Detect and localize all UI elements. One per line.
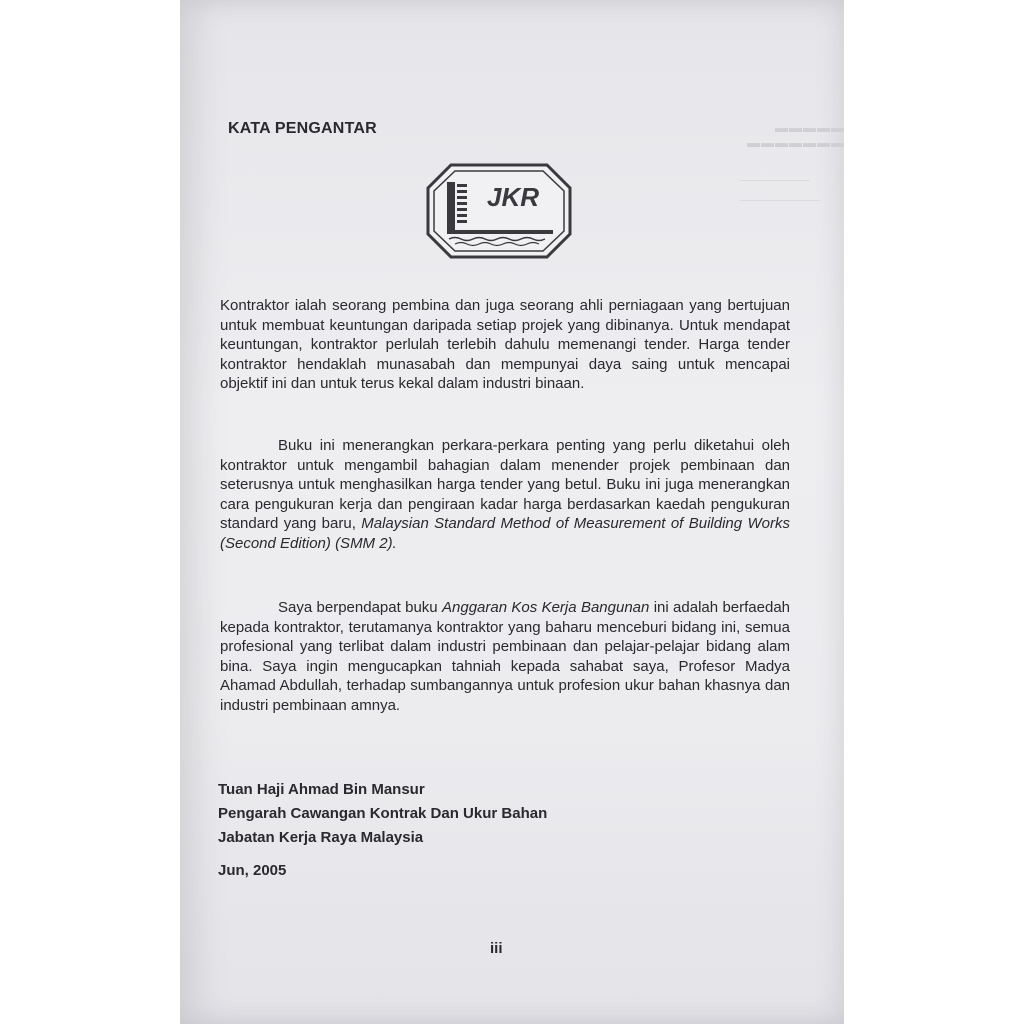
page-title: KATA PENGANTAR (228, 120, 377, 137)
signatory-department: Jabatan Kerja Raya Malaysia (218, 829, 424, 846)
paragraph-3-lead: Saya berpendapat buku (278, 599, 438, 616)
smm2-title: Malaysian Standard Method of Measurement of Building Works (Second Edition) (SMM 2). (220, 515, 790, 552)
book-title: Anggaran Kos Kerja Bangunan (442, 599, 650, 616)
paragraph-2-text: Buku ini menerangkan perkara-perkara penting yang perlu diketahui oleh kontraktor untuk mengambil bahagian dalam menender projek pembinaan dan seterusnya untuk menghasilkan harga tender yang betul. Buku ini juga menerangkan cara pengukuran kerja dan pengiraan kadar harga berdasarkan kaedah pengukuran standard yang baru, (220, 437, 790, 532)
page-number: iii (490, 940, 503, 957)
paragraph-3 (220, 598, 790, 715)
signature-block (218, 778, 547, 850)
signatory-name: Tuan Haji Ahmad Bin Mansur (218, 781, 425, 798)
paragraph-2 (220, 436, 790, 553)
document-page (180, 0, 844, 1024)
document-date: Jun, 2005 (218, 862, 287, 879)
bleed-through-line (740, 200, 820, 201)
bleed-through-line (740, 180, 810, 181)
signatory-position: Pengarah Cawangan Kontrak Dan Ukur Bahan (218, 805, 548, 822)
jkr-logo (425, 162, 573, 260)
bleed-through-text: ▬▬▬▬▬ ▬▬▬▬▬▬▬ (746, 120, 844, 150)
paragraph-3-text: ini adalah berfaedah kepada kontraktor, terutamanya kontraktor yang baharu menceburi bidang ini, semua profesional yang terlibat dalam industri pembinaan dan pelajar-pelajar bidang alam bina. Saya ingin mengucapkan tahniah kepada sahabat saya, Profesor Madya Ahamad Abdullah, terhadap sumbangannya untuk profesion ukur bahan khasnya dan industri pembinaan amnya. (220, 599, 790, 714)
paragraph-1: Kontraktor ialah seorang pembina dan juga seorang ahli perniagaan yang bertujuan untuk membuat keuntungan daripada setiap projek yang dibinanya. Untuk mendapat keuntungan, kontraktor perlulah terlebih dahulu memenangi tender. Harga tender kontraktor hendaklah munasabah dan mempunyai daya saing untuk mencapai objektif ini dan untuk terus kekal dalam industri binaan. (220, 297, 790, 392)
logo-lettering: JKR (486, 182, 540, 212)
